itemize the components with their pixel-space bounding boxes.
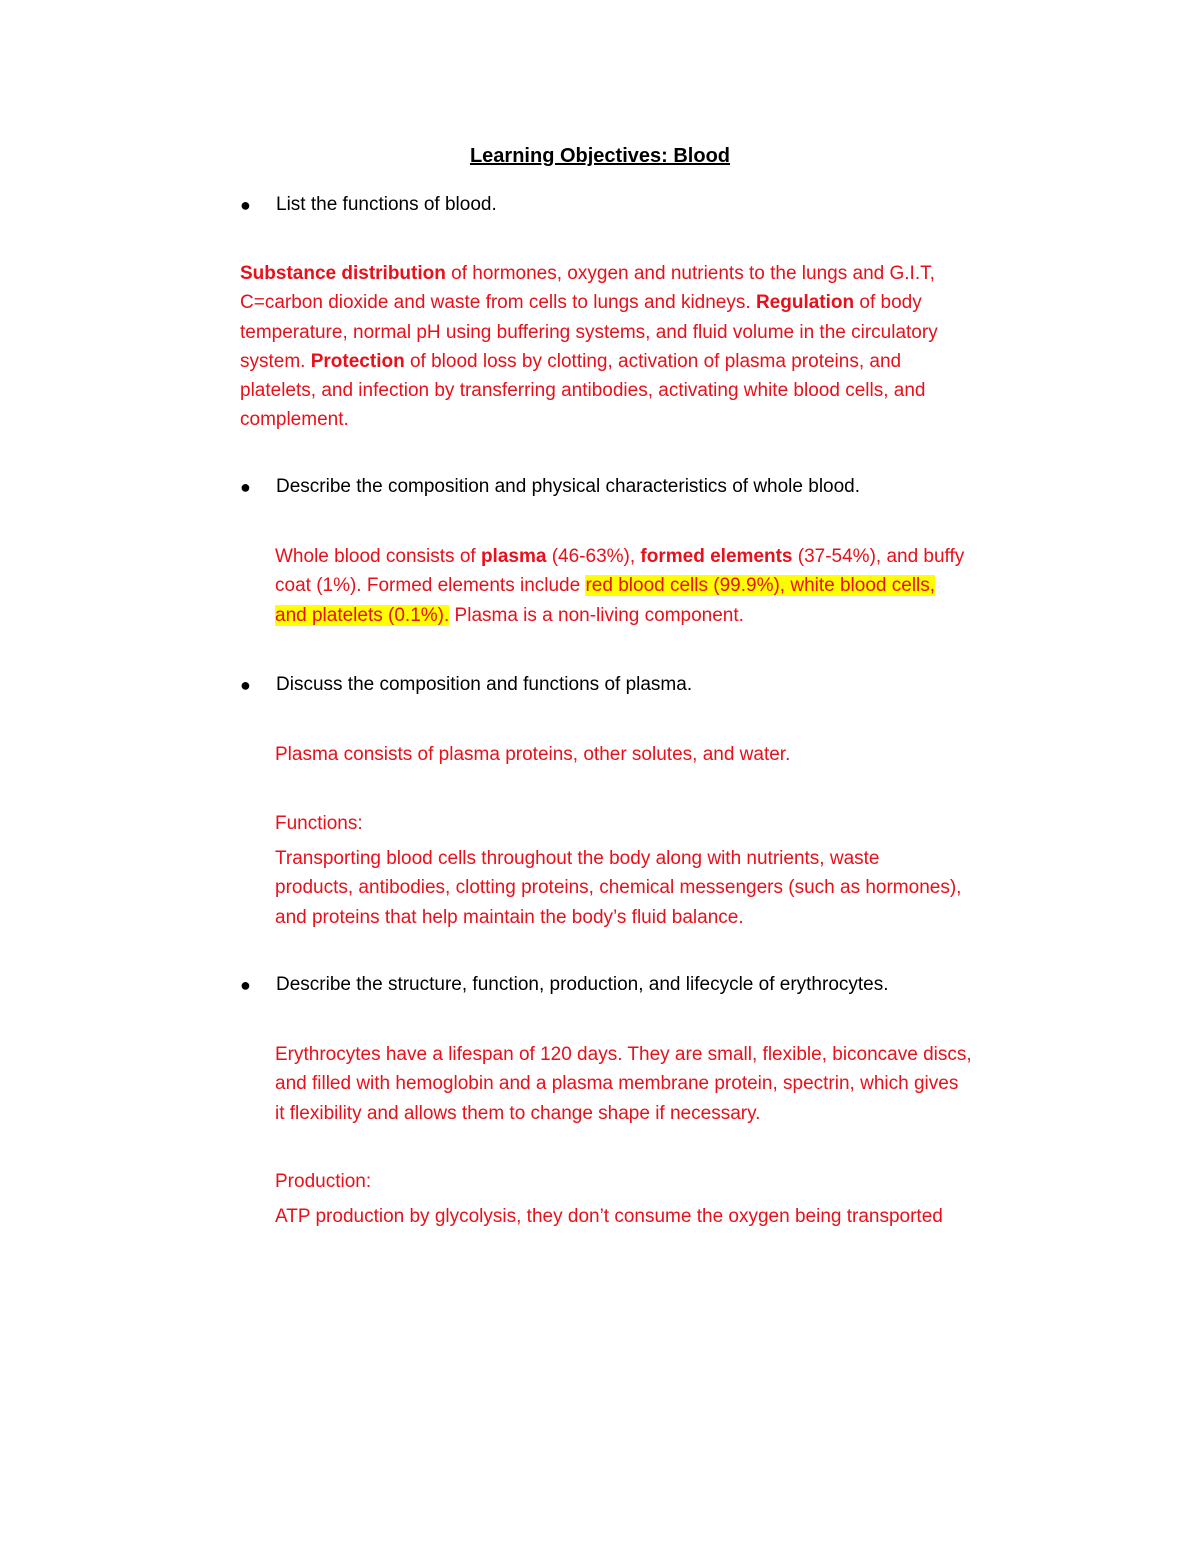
- plasma-functions-label: [275, 809, 363, 838]
- answer-line: and proteins that help maintain the body’s fluid balance.: [275, 906, 744, 928]
- answer-text: C=carbon dioxide and waste from cells to lungs and kidneys.: [240, 292, 756, 314]
- whole-blood-answer: [275, 542, 964, 630]
- bullet-icon: ●: [240, 477, 251, 497]
- answer-line: it flexibility and allows them to change shape if necessary.: [275, 1102, 761, 1124]
- highlighted-text: red blood cells (99.9%), white blood cells,: [585, 575, 936, 597]
- production-label: [275, 1167, 371, 1196]
- answer-text: of hormones, oxygen and nutrients to the lungs and G.I.T,: [445, 263, 935, 284]
- answer-line: [240, 347, 938, 376]
- answer-line: [240, 259, 938, 288]
- bullet-icon: ●: [240, 195, 251, 215]
- answer-text: system.: [240, 350, 311, 372]
- answer-line: [275, 571, 964, 600]
- plasma-composition: [275, 740, 790, 769]
- term-substance-distribution: Substance distribution: [240, 263, 446, 284]
- answer-line: complement.: [240, 409, 349, 431]
- answer-line: [275, 601, 964, 630]
- answer-line: platelets, and infection by transferring antibodies, activating white blood cells, and: [240, 380, 926, 402]
- objective-text: Discuss the composition and functions of plasma.: [276, 674, 693, 695]
- term-regulation: Regulation: [755, 292, 855, 314]
- highlighted-text: and platelets (0.1%).: [275, 604, 450, 626]
- objective-text: List the functions of blood.: [276, 194, 497, 215]
- answer-line: Erythrocytes have a lifespan of 120 days. They are small, flexible, biconcave discs,: [275, 1044, 972, 1065]
- page-title: Learning Objectives: Blood: [469, 145, 731, 167]
- plasma-functions-answer: [275, 844, 961, 932]
- section-label: Production:: [275, 1171, 372, 1192]
- answer-line: ATP production by glycolysis, they don’t consume the oxygen being transported: [275, 1206, 943, 1227]
- bullet-icon: ●: [240, 975, 251, 995]
- answer-line: [240, 288, 938, 317]
- bullet-icon: ●: [240, 675, 251, 695]
- answer-text: Plasma is a non-living component.: [449, 604, 744, 626]
- answer-line: temperature, normal pH using buffering systems, and fluid volume in the circulatory: [240, 321, 938, 343]
- objective-text: Describe the structure, function, production, and lifecycle of erythrocytes.: [276, 974, 889, 995]
- section-label: Functions:: [275, 813, 363, 834]
- term-formed-elements: formed elements: [640, 546, 793, 567]
- answer-text: of blood loss by clotting, activation of plasma proteins, and: [404, 350, 902, 372]
- answer-line: [275, 542, 964, 571]
- erythrocytes-answer: [275, 1040, 972, 1128]
- term-plasma: plasma: [480, 546, 547, 567]
- production-answer: [275, 1202, 943, 1231]
- objective-text: Describe the composition and physical characteristics of whole blood.: [276, 476, 861, 497]
- answer-line: Plasma consists of plasma proteins, other solutes, and water.: [275, 744, 791, 765]
- answer-text: coat (1%). Formed elements include: [275, 575, 586, 597]
- functions-answer: [240, 259, 938, 435]
- answer-text: (37-54%), and buffy: [792, 546, 965, 567]
- answer-line: Transporting blood cells throughout the body along with nutrients, waste: [275, 848, 880, 869]
- answer-line: products, antibodies, clotting proteins, chemical messengers (such as hormones),: [275, 877, 962, 899]
- answer-text: (46-63%),: [546, 546, 641, 567]
- answer-line: and filled with hemoglobin and a plasma membrane protein, spectrin, which gives: [275, 1073, 959, 1095]
- term-protection: Protection: [310, 350, 405, 372]
- answer-text: Whole blood consists of: [275, 546, 481, 567]
- answer-text: of body: [854, 292, 922, 314]
